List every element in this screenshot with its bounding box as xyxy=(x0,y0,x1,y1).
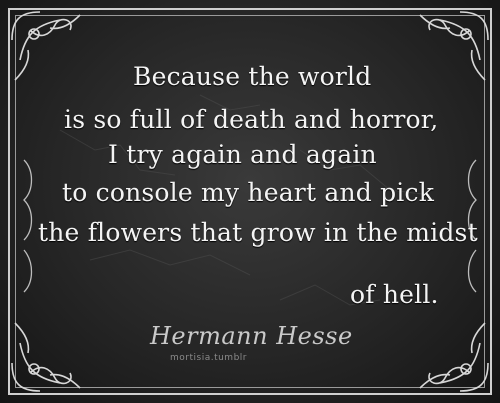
quote-line-5: the flowers that grow in the midst xyxy=(38,218,478,247)
quote-line-6: of hell. xyxy=(350,280,439,309)
quote-line-3: I try again and again xyxy=(108,140,377,169)
quote-line-2: is so full of death and horror, xyxy=(64,105,439,134)
quote-line-1: Because the world xyxy=(133,62,372,91)
author-signature: Hermann Hesse xyxy=(150,322,353,350)
source-credit: mortisia.tumblr xyxy=(170,353,247,363)
quote-line-4: to console my heart and pick xyxy=(62,178,435,207)
